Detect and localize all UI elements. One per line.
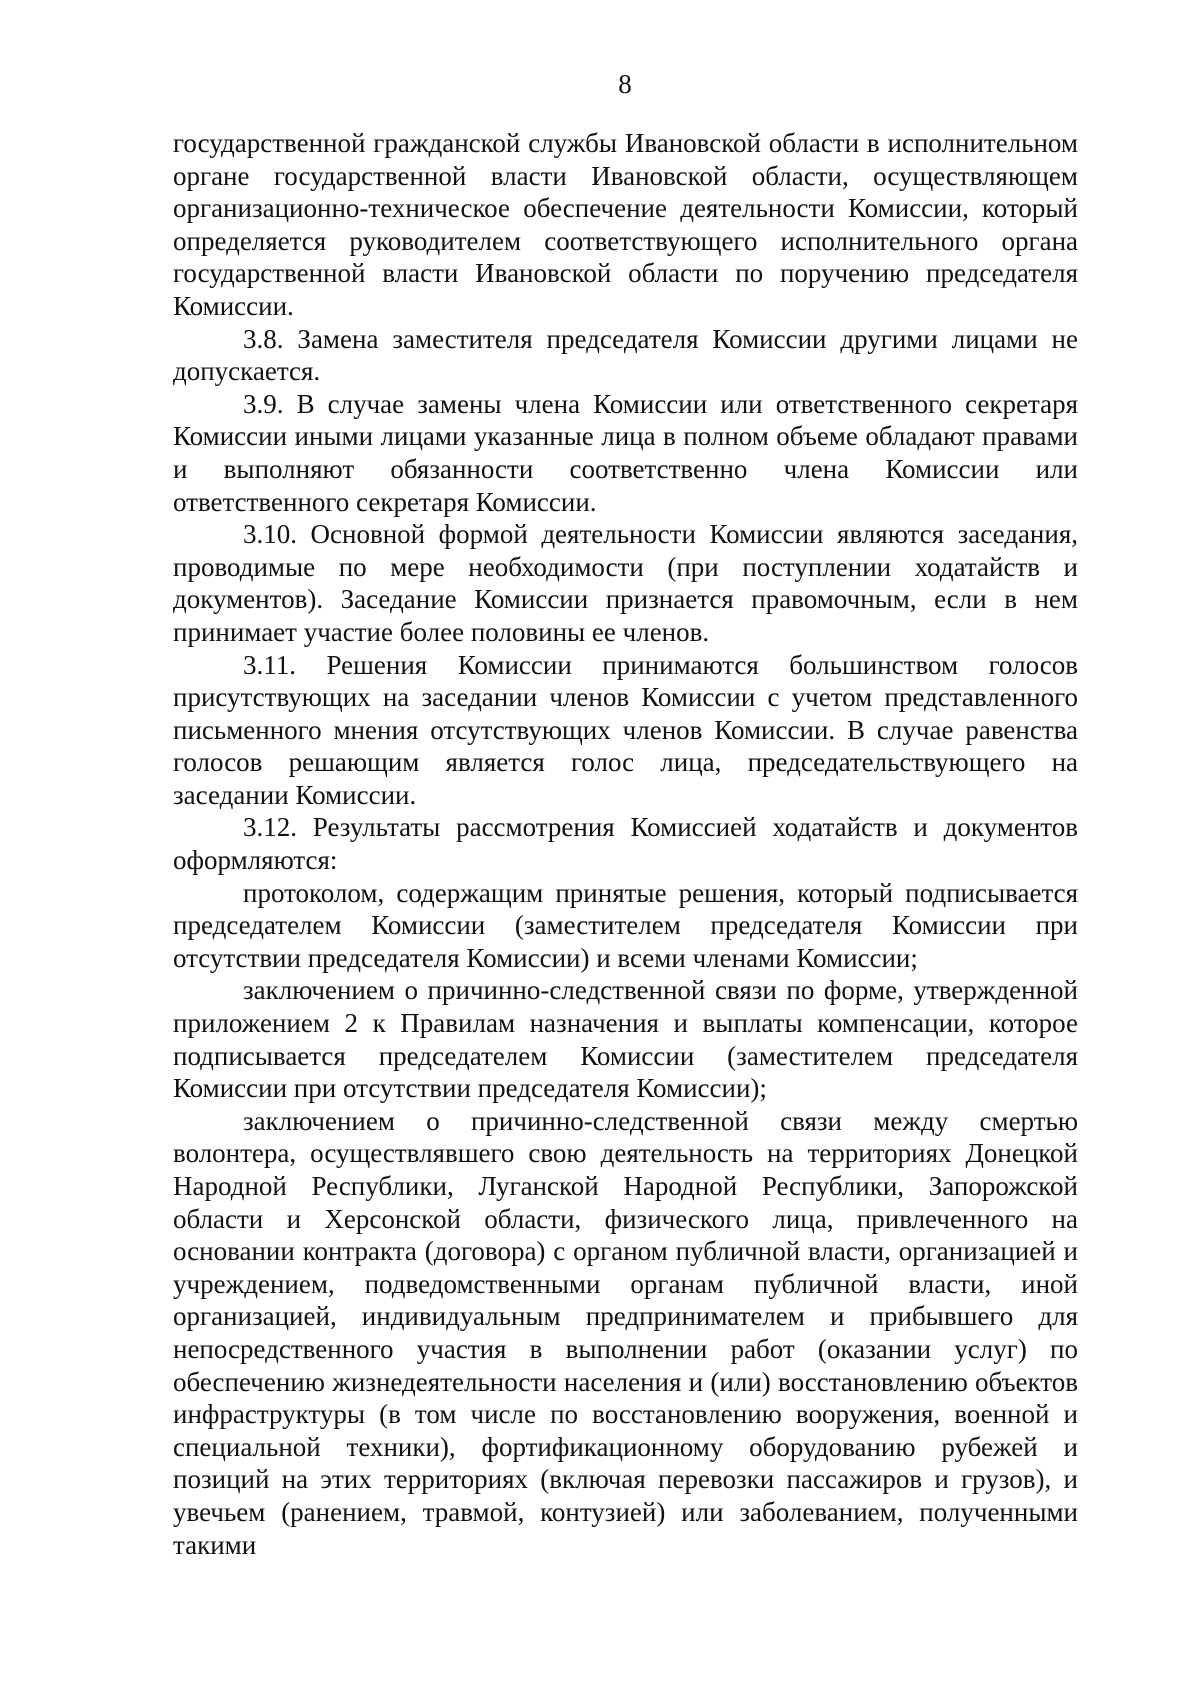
paragraph-3-11: 3.11. Решения Комиссии принимаются большинством голосов присутствующих на заседании членов Комиссии с учетом представленного письменного мнения отсутствующих членов Комиссии. В случае равенства голосов решающим является голос лица, председательствующего на заседании Комиссии.	[173, 649, 1078, 810]
paragraph-protocol: протоколом, содержащим принятые решения, который подписывается председателем Комиссии (заместителем председателя Комиссии при отсутствии председателя Комиссии) и всеми членами Комиссии;	[173, 877, 1078, 973]
page-number: 8	[618, 69, 632, 99]
paragraph-3-9: 3.9. В случае замены члена Комиссии или ответственного секретаря Комиссии иными лицами указанные лица в полном объеме обладают правами и выполняют обязанности соответственно члена Комиссии или ответственного секретаря Комиссии.	[173, 388, 1078, 517]
paragraph-3-10: 3.10. Основной формой деятельности Комиссии являются заседания, проводимые по мере необходимости (при поступлении ходатайств и документов). Заседание Комиссии признается правомочным, если в нем принимает участие более половины ее членов.	[173, 519, 1078, 647]
paragraph-3-12: 3.12. Результаты рассмотрения Комиссией ходатайств и документов оформляются:	[173, 812, 1078, 876]
paragraph-continuation: государственной гражданской службы Ивановской области в исполнительном органе государственной власти Ивановской области, осуществляющем организационно-техническое обеспечение деятельности Комиссии, который определяется руководителем соответствующего исполнительного органа государственной власти Ивановской области по поручению председателя Комиссии.	[173, 128, 1078, 321]
paragraph-conclusion-2: заключением о причинно-следственной связи между смертью волонтера, осуществлявшего свою деятельность на территориях Донецкой Народной Республики, Луганской Народной Республики, Запорожской области и Херсонской области, физического лица, привлеченного на основании контракта (договора) с органом публичной власти, организацией и учреждением, подведомственными органам публичной власти, иной организацией, индивидуальным предпринимателем и прибывшего для непосредственного участия в выполнении работ (оказании услуг) по обеспечению жизнедеятельности населения и (или) восстановлению объектов инфраструктуры (в том числе по восстановлению вооружения, военной и специальной техники), фортификационному оборудованию рубежей и позиций на этих территориях (включая перевозки пассажиров и грузов), и увечьем (ранением, травмой, контузией) или заболеванием, полученными такими	[173, 1105, 1078, 1560]
paragraph-3-8: 3.8. Замена заместителя председателя Комиссии другими лицами не допускается.	[173, 323, 1078, 387]
document-body	[173, 127, 1078, 1561]
paragraph-conclusion-1: заключением о причинно-следственной связи по форме, утвержденной приложением 2 к Правилам назначения и выплаты компенсации, которое подписывается председателем Комиссии (заместителем председателя Комиссии при отсутствии председателя Комиссии);	[173, 975, 1078, 1104]
